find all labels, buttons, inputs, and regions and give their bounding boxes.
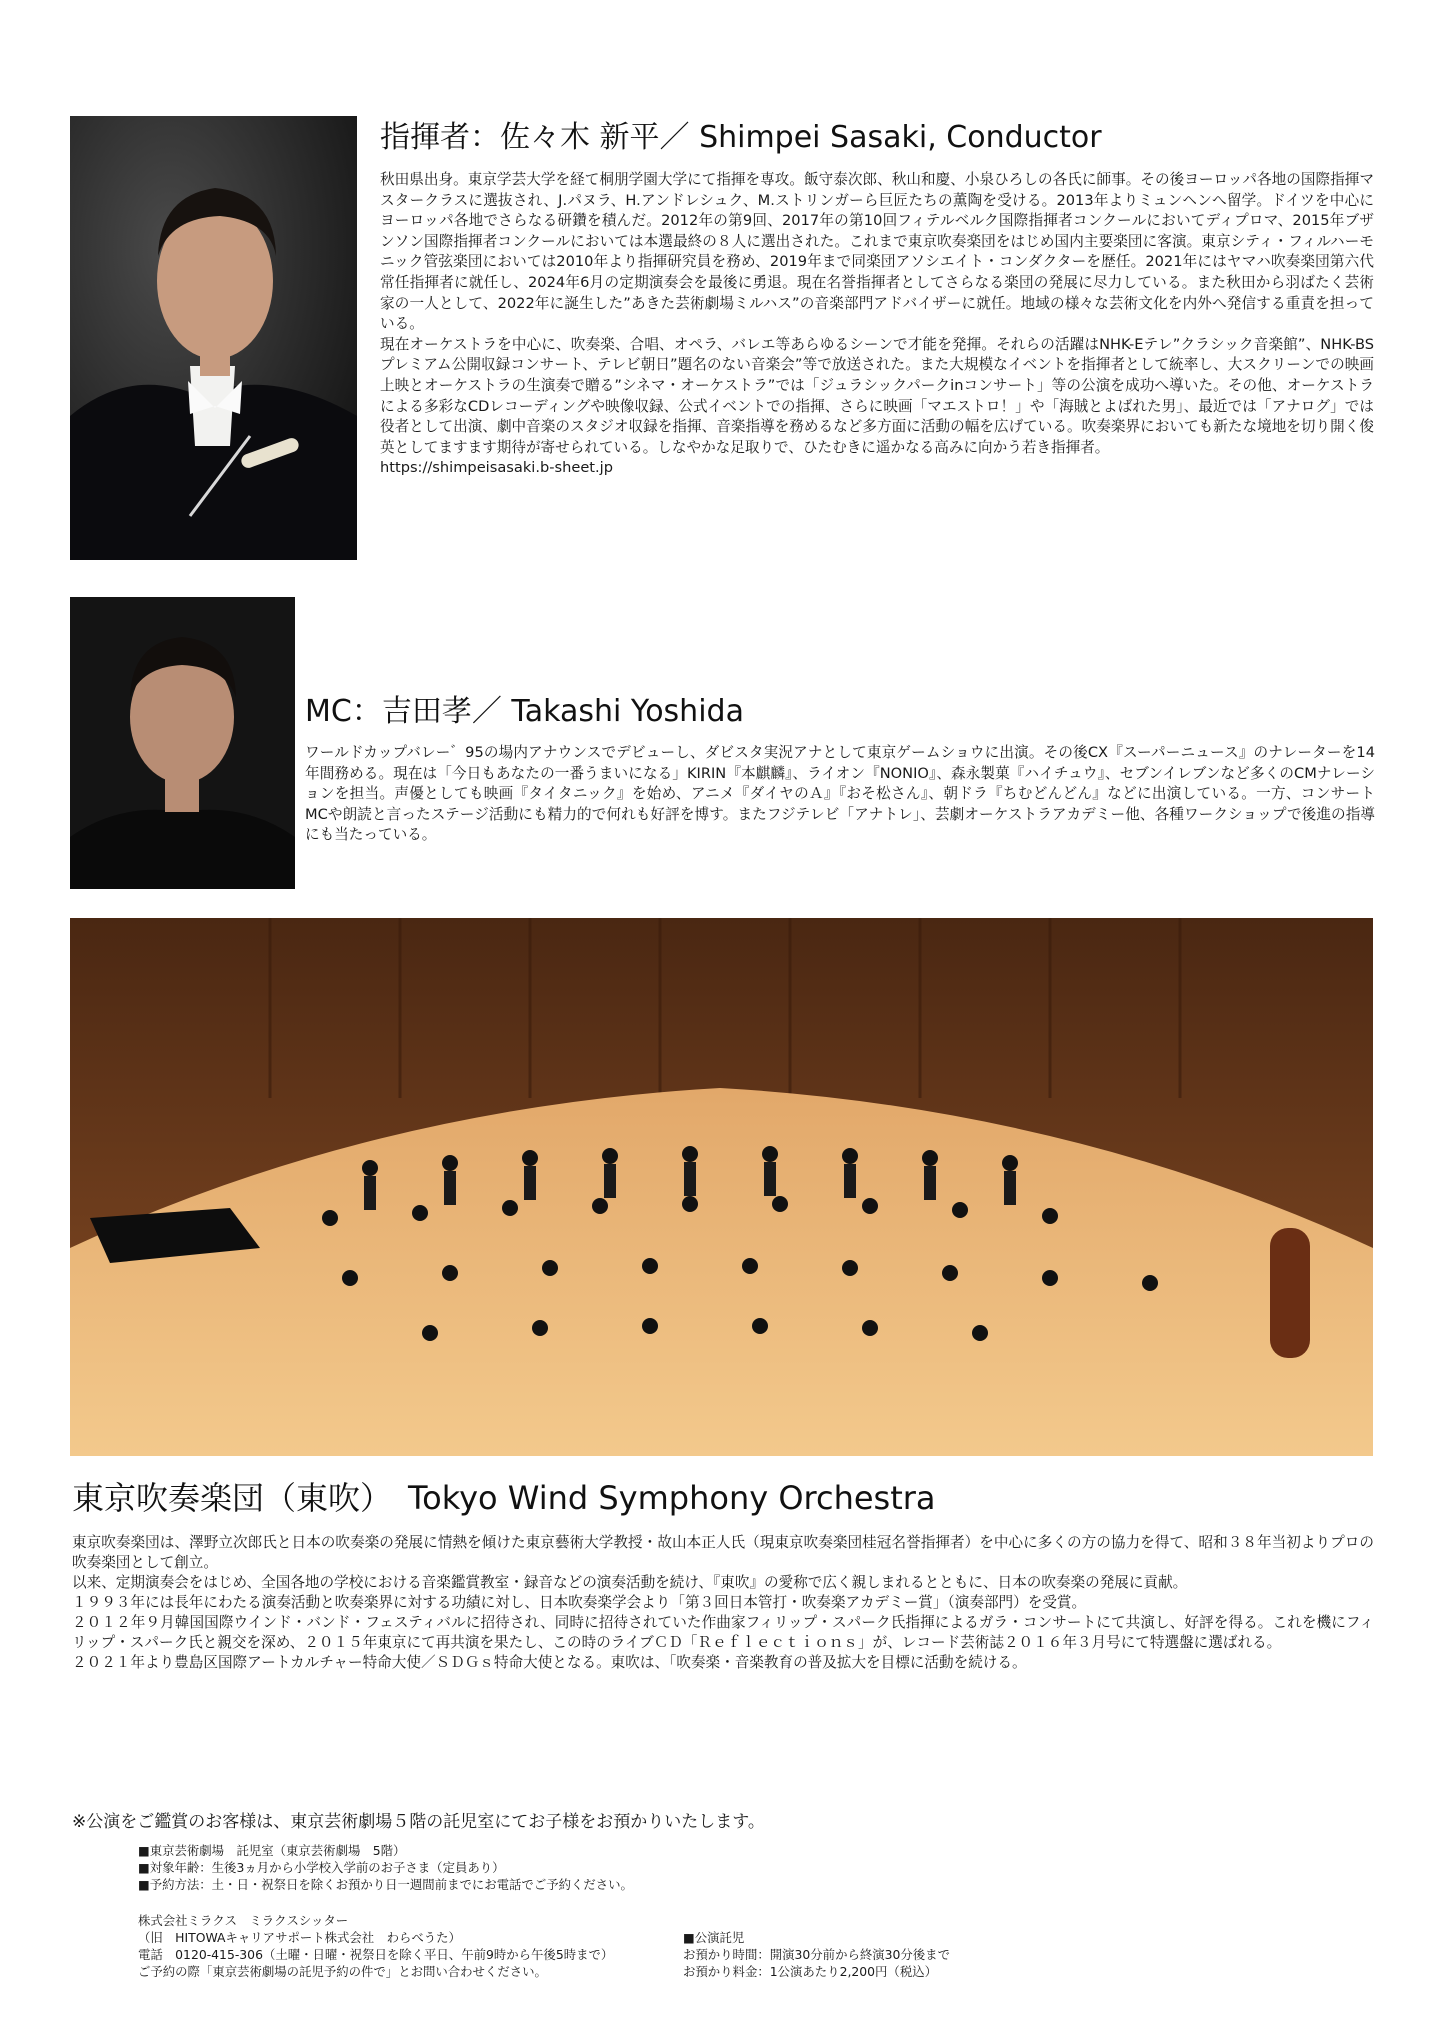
company-line: 株式会社ミラクス ミラクスシッター [138,1913,349,1928]
conductor-bio [380,170,1374,479]
orchestra-bio-paragraph: １９９３年には長年にわたる演奏活動と吹奏楽界に対する功績に対し、日本吹奏楽学会より「第３回日本管打・吹奏楽アカデミー賞」（演奏部門）を受賞。 [72,1594,1087,1611]
childcare-company [138,1912,698,1980]
service-line: お預かり時間：開演30分前から終演30分後まで [683,1947,950,1962]
service-line: お預かり料金：1公演あたり2,200円（税込） [683,1964,937,1979]
childcare-details [138,1842,1038,1893]
conductor-bio-paragraph: 秋田県出身。東京学芸大学を経て桐朋学園大学にて指揮を専攻。飯守泰次郎、秋山和慶、小泉ひろしの各氏に師事。その後ヨーロッパ各地の国際指揮マスタークラスに選抜され、J.パヌラ、H.アンドレシュク、M.ストリンガーら巨匠たちの薫陶を受ける。2013年よりミュンヘンへ留学。ドイツを中心にヨーロッパ各地でさらなる研鑽を積んだ。2012年の第9回、2017年の第10回フィテルベルク国際指揮者コンクールにおいてディプロマ、2015年ブザンソン国際指揮者コンクールにおいては本選最終の８人に選出された。これまで東京吹奏楽団をはじめ国内主要楽団に客演。東京シティ・フィルハーモニック管弦楽団においては2010年より指揮研究員を務め、2019年まで同楽団アソシエイト・コンダクターを歴任。2021年にはヤマハ吹奏楽団第六代常任指揮者に就任し、2024年6月の定期演奏会を最後に勇退。現在名誉指揮者としてさらなる楽団の発展に尽力している。また秋田から羽ばたく芸術家の一人として、2022年に誕生した”あきた芸術劇場ミルハス”の音楽部門アドバイザーに就任。地域の様々な芸術文化を内外へ発信する重責を担っている。 [380,171,1374,333]
conductor-heading: 指揮者：佐々木 新平／ Shimpei Sasaki, Conductor [380,120,1102,155]
childcare-notice: ※公演をご鑑賞のお客様は、東京芸術劇場５階の託児室にてお子様をお預かりいたします。 [72,1812,765,1832]
company-line: （旧 HITOWAキャリアサポート株式会社 わらべうた） [138,1930,461,1945]
mc-photo [70,597,295,889]
orchestra-bio-paragraph: 以来、定期演奏会をはじめ、全国各地の学校における音楽鑑賞教室・録音などの演奏活動を続け、『東吹』の愛称で広く親しまれるとともに、日本の吹奏楽の発展に貢献。 [72,1574,1188,1591]
company-line: ご予約の際「東京芸術劇場の託児予約の件で」とお問い合わせください。 [138,1964,547,1979]
orchestra-bio-paragraph: 東京吹奏楽団は、澤野立次郎氏と日本の吹奏楽の発展に情熱を傾けた東京藝術大学教授・故山本正人氏（現東京吹奏楽団桂冠名誉指揮者）を中心に多くの方の協力を得て、昭和３８年当初よりプロの吹奏楽団として創立。 [72,1534,1374,1571]
orchestra-bio [72,1533,1374,1673]
service-line: ■公演託児 [683,1930,745,1945]
conductor-bio-paragraph: 現在オーケストラを中心に、吹奏楽、合唱、オペラ、バレエ等あらゆるシーンで才能を発揮。それらの活躍はNHK-Eテレ”クラシック音楽館”、NHK-BSプレミアム公開収録コンサート、テレビ朝日”題名のない音楽会”等で放送された。また大規模なイベントを指揮者として統率し、大スクリーンでの映画上映とオーケストラの生演奏で贈る”シネマ・オーケストラ”では「ジュラシックパークinコンサート」等の公演を成功へ導いた。その他、オーケストラによる多彩なCDレコーディングや映像収録、公式イベントでの指揮、さらに映画「マエストロ！」や「海賊とよばれた男」、最近では「アナログ」では役者として出演、劇中音楽のスタジオ収録を指揮、音楽指導を務めるなど多方面に活動の幅を広げている。吹奏楽界においても新たな境地を切り開く俊英としてますます期待が寄せられている。しなやかな足取りで、ひたむきに遥かなる高みに向かう若き指揮者。 [380,335,1374,456]
company-line: 電話 0120-415-306（土曜・日曜・祝祭日を除く平日、午前9時から午後5時まで） [138,1947,614,1962]
orchestra-bio-paragraph: ２０２１年より豊島区国際アートカルチャー特命大使／ＳＤＧｓ特命大使となる。東吹は、「吹奏楽・音楽教育の普及拡大を目標に活動を続ける。 [72,1654,1027,1671]
mc-bio: ワールドカップバレー゛95の場内アナウンスでデビューし、ダビスタ実況アナとして東京ゲームショウに出演。その後CX『スーパーニュース』のナレーターを14年間務める。現在は「今日もあなたの一番うまいになる」KIRIN『本麒麟』、ライオン『NONIO』、森永製菓『ハイチュウ』、セブンイレブンなど多くのCMナレーションを担当。声優としても映画『タイタニック』を始め、アニメ『ダイヤのＡ』『おそ松さん』、朝ドラ『ちむどんどん』などに出演している。一方、コンサートMCや朗読と言ったステージ活動にも精力的で何れも好評を博す。またフジテレビ「アナトレ」、芸劇オーケストラアカデミー他、各種ワークショップで後進の指導にも当たっている。 [305,744,1375,844]
mc-heading: MC：吉田孝／ Takashi Yoshida [305,694,744,729]
childcare-detail-line: ■東京芸術劇場 託児室（東京芸術劇場 5階） [138,1843,406,1858]
childcare-detail-line: ■対象年齢：生後3ヵ月から小学校入学前のお子さま（定員あり） [138,1860,505,1875]
orchestra-bio-paragraph: ２０１２年９月韓国国際ウインド・バンド・フェスティバルに招待され、同時に招待されていた作曲家フィリップ・スパーク氏指揮によるガラ・コンサートにて共演し、好評を得る。これを機にフィリップ・スパーク氏と親交を深め、２０１５年東京にて再共演を果たし、この時のライブＣＤ「Ｒｅｆｌｅｃｔｉｏｎｓ」が、レコード芸術誌２０１６年３月号にて特選盤に選ばれる。 [72,1614,1374,1651]
orchestra-heading: 東京吹奏楽団（東吹） Tokyo Wind Symphony Orchestra [72,1479,936,1517]
conductor-url[interactable]: https://shimpeisasaki.b-sheet.jp [380,459,613,477]
childcare-detail-line: ■予約方法：土・日・祝祭日を除くお預かり日一週間前までにお電話でご予約ください。 [138,1877,633,1892]
orchestra-photo [70,918,1373,1456]
conductor-photo [70,116,357,560]
childcare-service [683,1929,1163,1980]
